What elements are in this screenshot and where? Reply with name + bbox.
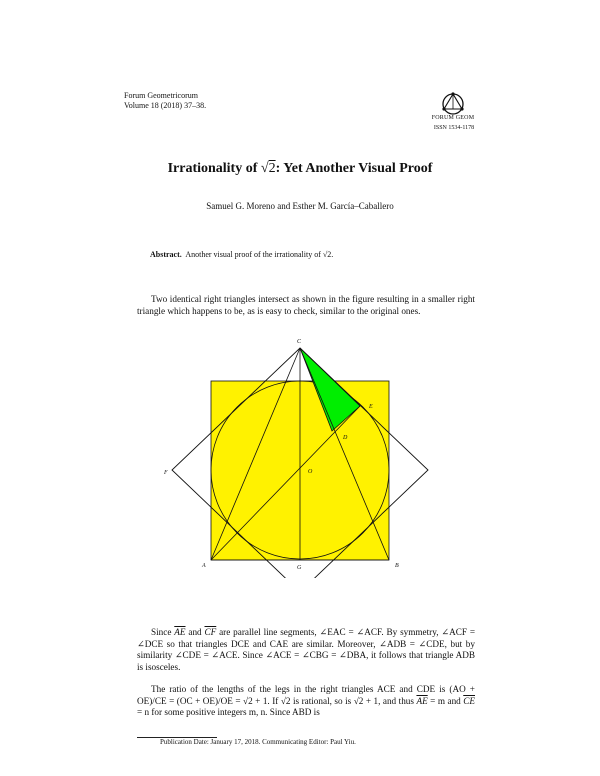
- title-prefix: Irrationality of: [167, 161, 261, 176]
- logo-text: FORUM GEOM: [431, 115, 475, 121]
- paragraph-2: [137, 627, 475, 673]
- label-A: A: [202, 563, 206, 569]
- p2-text-b: and: [185, 627, 205, 637]
- authors: Samuel G. Moreno and Esther M. García–Caballero: [206, 201, 394, 211]
- label-O: O: [308, 469, 313, 475]
- segment-CE: $\overline{CE}$: [463, 695, 475, 706]
- issn: ISSN 1534-1178: [433, 125, 475, 131]
- title-sqrt-arg: 2: [268, 161, 276, 176]
- p2-text-c: are parallel line segments, ∠EAC = ∠ACF. By symmetry, ∠ACF = ∠DCE so that triangles DCE and CAE are similar. Moreover, ∠ADB = ∠CDE, but by similarity ∠CDE = ∠ACE. Since ∠ACE = ∠CBG = ∠DBA, it follows that triangle ADB is isosceles.: [137, 627, 475, 672]
- publication-footer: Publication Date: January 17, 2018. Communicating Editor: Paul Yiu.: [160, 738, 356, 746]
- paper-title: [60, 161, 540, 177]
- label-F: F: [164, 470, 168, 476]
- label-E: E: [369, 404, 373, 410]
- segment-AE-2: $\overline{AE}$: [416, 695, 428, 706]
- label-B: B: [395, 563, 399, 569]
- volume-line: Volume 18 (2018) 37–38.: [124, 101, 207, 110]
- p3-text-b: = m and: [427, 695, 464, 706]
- segment-AE: $\overline{AE}$: [174, 627, 186, 637]
- paragraph-1: Two identical right triangles intersect as shown in the figure resulting in a smaller right triangle which happens to be, as is easy to check, similar to the original ones.: [137, 294, 475, 316]
- label-C: C: [297, 339, 302, 345]
- journal-name: Forum Geometricorum: [124, 91, 198, 100]
- abstract-label: Abstract: [150, 250, 180, 259]
- p3-text-a: The ratio of the lengths of the legs in the right triangles ACE and CDE is (AO + OE)/CE = (OC + OE)/OE = √2 + 1. If √2 is rational, so is √2 + 1, and thus: [137, 684, 475, 706]
- paragraph-3: [137, 684, 475, 719]
- abstract: Abstract. Another visual proof of the irrationality of √2.: [150, 250, 334, 259]
- geometry-figure: [160, 334, 450, 578]
- segment-CF: $\overline{CF}$: [204, 627, 217, 637]
- p2-text-a: Since: [151, 627, 175, 637]
- label-D: D: [343, 435, 348, 441]
- title-suffix: : Yet Another Visual Proof: [275, 161, 433, 176]
- label-G: G: [297, 565, 302, 571]
- p3-text-c: = n for some positive integers m, n. Since ABD is: [137, 707, 320, 718]
- sqrt-icon: √: [260, 161, 269, 176]
- abstract-text: Another visual proof of the irrationality of √2.: [185, 250, 334, 259]
